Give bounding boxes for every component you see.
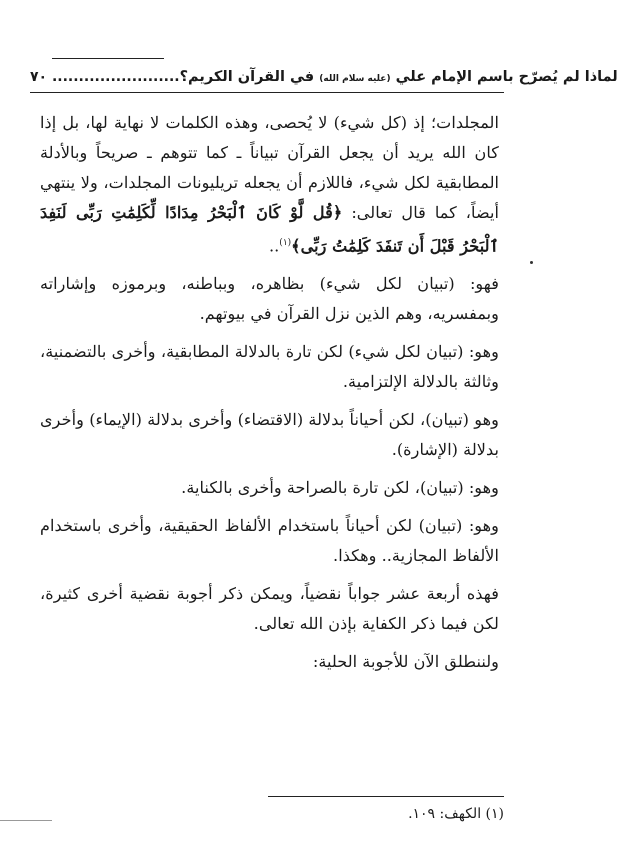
paragraph-6: وهو: (تبيان) لكن أحياناً باستخدام الألفاظ الحقيقية، وأخرى باستخدام الألفاظ المجازية.. وهكذا.: [40, 516, 499, 566]
header-title: [180, 69, 618, 85]
header-page-number-value: ٧٠: [30, 69, 48, 85]
quran-verse: ﴿قُل لَّوْ كَانَ ٱلْبَحْرُ مِدَادًا لِّكَلِمَٰتِ رَبِّى لَنَفِدَ ٱلْبَحْرُ قَبْلَ أَن تَنفَدَ كَلِمَٰتُ رَبِّى﴾: [40, 203, 499, 256]
header-dots: ........................: [51, 69, 180, 85]
header-title-part1: لماذا لم يُصرّح باسم الإمام علي: [395, 69, 618, 85]
paragraph-3: وهو: (تبيان لكل شيء) لكن تارة بالدلالة المطابقية، وأخرى بالتضمنية، وثالثة بالدلالة الإلتزامية.: [40, 342, 499, 392]
footnote-text: (١) الكهف: ١٠٩.: [408, 806, 504, 822]
paragraph-5: وهو: (تبيان)، لكن تارة بالصراحة وأخرى بالكناية.: [181, 478, 499, 498]
header-rule: [30, 92, 504, 93]
footnote-rule: [268, 796, 504, 797]
margin-dot: [530, 261, 533, 264]
footnote-reference[interactable]: (١): [279, 238, 292, 248]
paragraph-1-tail: ..: [269, 236, 280, 256]
header-honorific: (عليه سلام الله): [319, 74, 391, 84]
header-title-part2: في القرآن الكريم؟: [179, 69, 315, 85]
paragraph-1-text: المجلدات؛ إذ (كل شيء) لا يُحصى، وهذه الكلمات لا نهاية لها، بل إذا كان الله يريد أن يجعل القرآن تبياناً ـ كما تتوهم ـ صريحاً وبالأدلة المطابقية لكل شيء، فاللازم أن يجعله تريليونات المجلدات، ولا ينتهي أيضاً، كما قال تعالى:: [40, 113, 499, 222]
paragraph-1: [40, 108, 499, 261]
paragraph-7: فهذه أربعة عشر جواباً نقضياً، ويمكن ذكر أجوبة نقضية أخرى كثيرة، لكن فيما ذكر الكفاية بإذن الله تعالى.: [40, 584, 499, 634]
header-top-rule: [52, 58, 164, 59]
main-text: [40, 108, 499, 685]
page-edge-mark: [0, 820, 52, 821]
footnote: [40, 804, 504, 824]
paragraph-2: فهو: (تبيان لكل شيء) بظاهره، وبباطنه، وبرموزه وإشاراته وبمفسريه، وهم الذين نزل القرآن في بيوتهم.: [40, 274, 499, 324]
header-page-number: [30, 69, 180, 85]
paragraph-4: وهو (تبيان)، لكن أحياناً بدلالة (الاقتضاء) وأخرى بدلالة (الإيماء) وأخرى بدلالة (الإشارة).: [40, 410, 499, 460]
running-header: [30, 64, 618, 90]
paragraph-8: ولننطلق الآن للأجوبة الحلية:: [312, 652, 499, 672]
